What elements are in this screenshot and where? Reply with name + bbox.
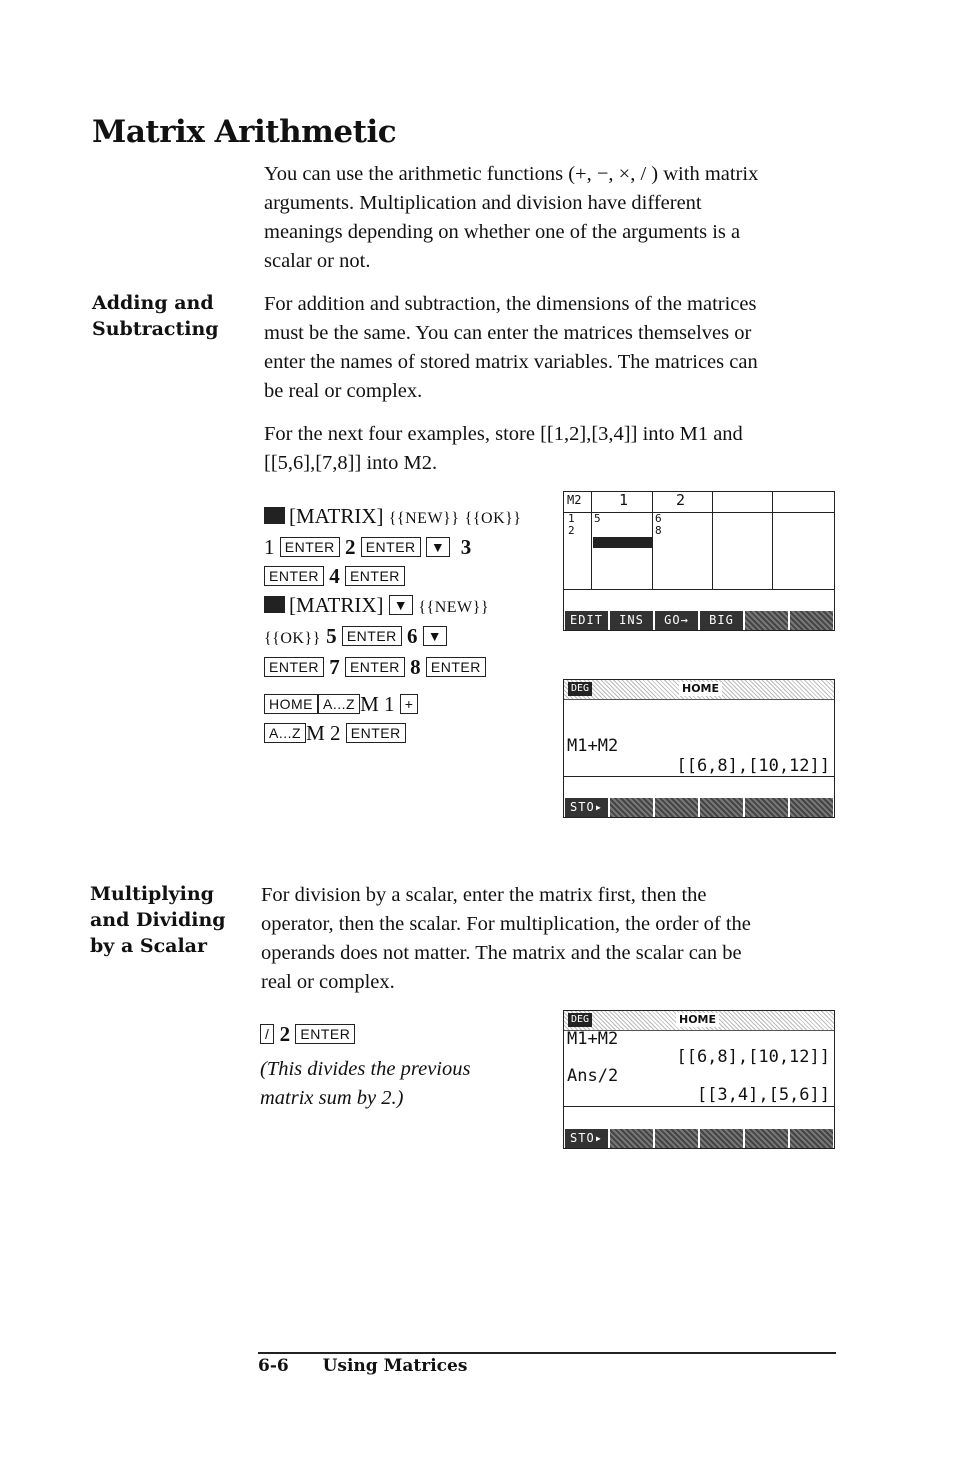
variable-name: M 1: [360, 692, 395, 716]
keystroke-line: [264, 591, 544, 622]
text-line: scalar or not.: [264, 250, 371, 272]
text-line: operator, then the scalar. For multiplication, the order of the: [261, 913, 751, 935]
keystroke-line: [264, 653, 544, 682]
text-line: operands does not matter. The matrix and the scalar can be: [261, 942, 742, 964]
enter-key: ENTER: [361, 537, 421, 557]
page-footer: [258, 1356, 467, 1376]
menu-key-big[interactable]: BIG: [700, 611, 743, 630]
keystroke-line: [264, 502, 544, 533]
enter-key: ENTER: [342, 626, 402, 646]
variable-name: M 2: [306, 721, 341, 745]
left-shift-key-icon: [264, 507, 285, 524]
multiplying-paragraph: [261, 881, 861, 997]
history-command: Ans/2: [567, 1066, 619, 1086]
menu-bar: [564, 798, 834, 817]
down-arrow-key-icon: ▼: [423, 626, 447, 646]
menu-bar: [564, 611, 834, 630]
menu-key-go[interactable]: GO→: [655, 611, 698, 630]
home-screen-sum: [563, 679, 835, 818]
menu-key-blank[interactable]: [745, 611, 788, 630]
menu-key-edit[interactable]: EDIT: [565, 611, 608, 630]
menu-key-blank[interactable]: [745, 798, 788, 817]
heading-line: and Dividing: [90, 909, 226, 931]
matrix-key: [MATRIX]: [289, 593, 384, 617]
keystroke-line: [264, 622, 544, 653]
text-line: For division by a scalar, enter the matrix first, then the: [261, 884, 707, 906]
home-directory-label: HOME: [676, 1013, 719, 1027]
cell-cursor: [593, 537, 652, 548]
matrix-writer-screen: [563, 491, 835, 631]
angle-mode-badge: DEG: [568, 1013, 592, 1027]
text-line: [[5,6],[7,8]] into M2.: [264, 452, 438, 474]
text-line: enter the names of stored matrix variables. The matrices can: [264, 351, 758, 373]
left-shift-key-icon: [264, 596, 285, 613]
alpha-key: A...Z: [318, 694, 360, 714]
menu-key-blank[interactable]: [655, 798, 698, 817]
keystrokes-store-matrices: [264, 502, 544, 682]
text-line: real or complex.: [261, 971, 395, 993]
text-line: You can use the arithmetic functions (+, −, ×, / ) with matrix: [264, 163, 759, 185]
history-result: [[6,8],[10,12]]: [676, 1047, 830, 1067]
status-bar: [564, 680, 834, 700]
heading-line: Adding and: [92, 292, 214, 314]
keystrokes-add-matrices: [264, 690, 544, 748]
menu-key-blank[interactable]: [700, 798, 743, 817]
home-key: HOME: [264, 694, 318, 714]
digit-key: 2: [344, 535, 356, 559]
keystrokes-divide: [260, 1020, 355, 1049]
text-line: For addition and subtraction, the dimensions of the matrices: [264, 293, 757, 315]
text-line: be real or complex.: [264, 380, 423, 402]
text-line: meanings depending on whether one of the arguments is a: [264, 221, 741, 243]
menu-bar: [564, 1129, 834, 1148]
menu-key-sto[interactable]: STO▸: [565, 798, 608, 817]
enter-key: ENTER: [264, 657, 324, 677]
menu-key-blank[interactable]: [790, 1129, 833, 1148]
down-arrow-key-icon: ▼: [426, 537, 450, 557]
text-line: must be the same. You can enter the matrices themselves or: [264, 322, 752, 344]
new-menu-key: {{NEW}}: [388, 510, 460, 527]
matrix-name-label: M2: [567, 493, 582, 507]
column-header: 1: [619, 491, 629, 509]
enter-key: ENTER: [426, 657, 486, 677]
plus-key-icon: +: [400, 694, 419, 714]
menu-key-blank[interactable]: [745, 1129, 788, 1148]
menu-key-blank[interactable]: [700, 1129, 743, 1148]
menu-key-sto[interactable]: STO▸: [565, 1129, 608, 1148]
intro-paragraph: [264, 160, 864, 276]
keystroke-line: [264, 533, 544, 562]
menu-key-blank[interactable]: [790, 611, 833, 630]
text-line: arguments. Multiplication and division have different: [264, 192, 702, 214]
new-menu-key: {{NEW}}: [418, 599, 490, 616]
digit-key: 3: [460, 535, 472, 559]
digit-key: 2: [279, 1022, 291, 1046]
alpha-key: A...Z: [264, 723, 306, 743]
keystroke-line: [264, 690, 544, 719]
down-arrow-key-icon: ▼: [389, 595, 413, 615]
digit-key: 7: [329, 655, 340, 679]
history-command: M1+M2: [567, 1029, 619, 1049]
menu-key-blank[interactable]: [610, 1129, 653, 1148]
section-heading-adding: [92, 290, 219, 342]
home-directory-label: HOME: [679, 682, 722, 696]
digit-key: 4: [329, 564, 340, 588]
adding-paragraph: [264, 290, 864, 406]
enter-key: ENTER: [346, 723, 406, 743]
page-title: Matrix Arithmetic: [92, 114, 397, 150]
history-result: [[6,8],[10,12]]: [676, 756, 830, 776]
heading-line: by a Scalar: [90, 935, 208, 957]
history-command: M1+M2: [567, 736, 619, 756]
enter-key: ENTER: [345, 657, 405, 677]
footer-divider: [258, 1352, 836, 1354]
matrix-key: [MATRIX]: [289, 504, 384, 528]
menu-key-blank[interactable]: [655, 1129, 698, 1148]
page-number: 6-6: [258, 1356, 289, 1376]
digit-key: 8: [410, 655, 421, 679]
text-line: For the next four examples, store [[1,2],[3,4]] into M1 and: [264, 423, 743, 445]
heading-line: Subtracting: [92, 318, 219, 340]
keystroke-line: [264, 562, 544, 591]
status-bar: [564, 1011, 834, 1031]
enter-key: ENTER: [264, 566, 324, 586]
keystroke-line: [264, 719, 544, 748]
home-screen-divide: [563, 1010, 835, 1149]
enter-key: ENTER: [280, 537, 340, 557]
angle-mode-badge: DEG: [568, 682, 592, 696]
enter-key: ENTER: [295, 1024, 355, 1044]
store-paragraph: [264, 420, 864, 478]
ok-menu-key: {{OK}}: [264, 630, 321, 647]
column-header: 2: [676, 491, 686, 509]
menu-key-blank[interactable]: [610, 798, 653, 817]
digit-key: 1: [264, 535, 275, 559]
history-result: [[3,4],[5,6]]: [696, 1085, 830, 1105]
row-header: 2: [568, 524, 575, 537]
matrix-cell: 6: [655, 512, 662, 525]
row-header: 1: [568, 512, 575, 525]
enter-key: ENTER: [345, 566, 405, 586]
matrix-cell: 8: [655, 524, 662, 537]
ok-menu-key: {{OK}}: [464, 510, 522, 527]
digit-key: 5: [326, 624, 337, 648]
divide-note: [260, 1055, 470, 1113]
section-name: Using Matrices: [322, 1356, 468, 1376]
digit-key: 6: [407, 624, 418, 648]
menu-key-ins[interactable]: INS: [610, 611, 653, 630]
text-line: (This divides the previous: [260, 1058, 471, 1080]
divide-key-icon: /: [260, 1024, 274, 1044]
matrix-cell: 5: [594, 512, 601, 525]
menu-key-blank[interactable]: [790, 798, 833, 817]
heading-line: Multiplying: [90, 883, 214, 905]
section-heading-multiplying: [90, 881, 226, 959]
text-line: matrix sum by 2.): [260, 1087, 404, 1109]
